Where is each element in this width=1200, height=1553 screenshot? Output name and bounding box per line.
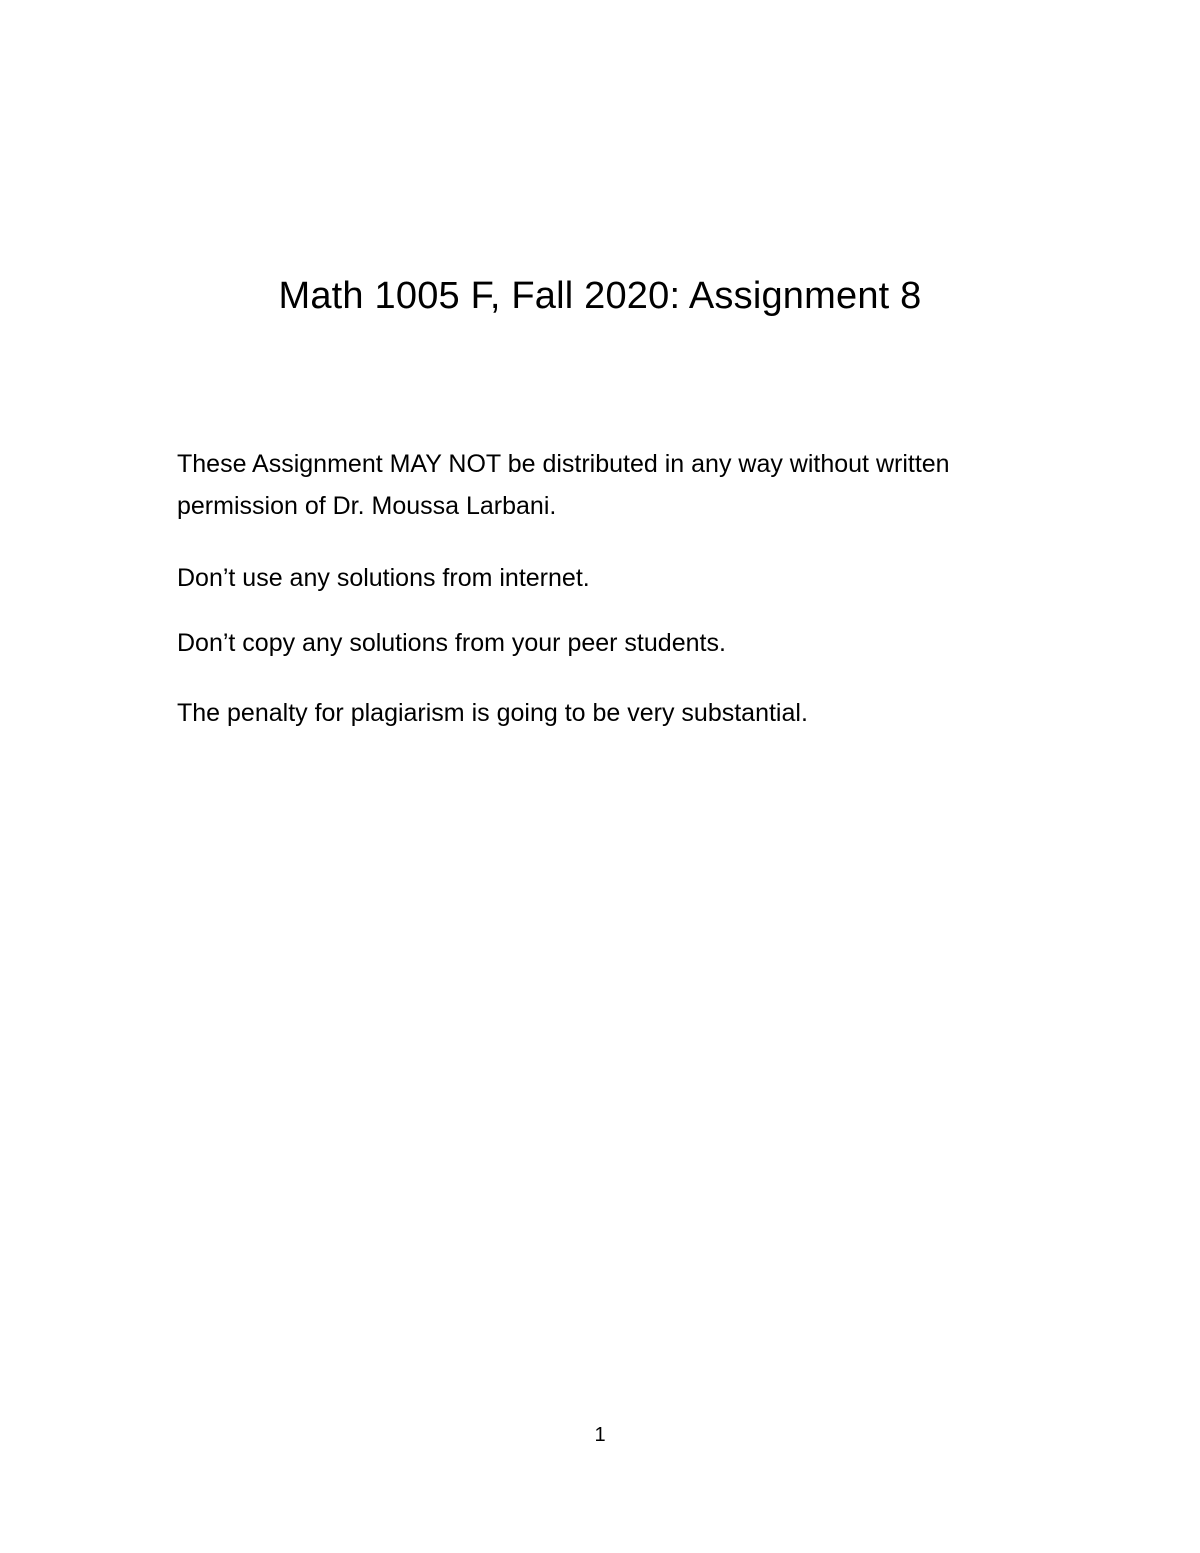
page-title: Math 1005 F, Fall 2020: Assignment 8 bbox=[278, 275, 922, 317]
internet-solutions-notice: Don’t use any solutions from internet. bbox=[177, 564, 590, 592]
peer-copying-notice: Don’t copy any solutions from your peer students. bbox=[177, 629, 726, 657]
plagiarism-penalty-notice: The penalty for plagiarism is going to be very substantial. bbox=[177, 699, 808, 727]
distribution-notice: These Assignment MAY NOT be distributed in any way without written permission of Dr. Moussa Larbani. bbox=[177, 450, 950, 520]
page-number: 1 bbox=[594, 1424, 606, 1446]
